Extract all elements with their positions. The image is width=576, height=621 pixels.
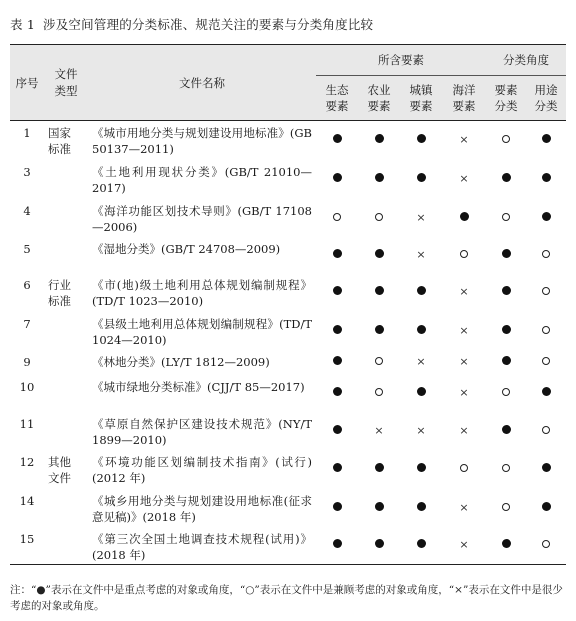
dot-icon: [375, 539, 384, 548]
row-serial: 4: [23, 203, 31, 218]
row-doc-type-text: 其他文件: [48, 454, 71, 485]
mark-ocean: [442, 527, 486, 565]
dot-icon: [333, 173, 342, 182]
dot-icon: [375, 502, 384, 511]
row-doc-name: 《海洋功能区划技术导则》(GB/T 17108—2006): [92, 203, 312, 234]
mark-agri: [358, 273, 400, 312]
cross-icon: ×: [459, 500, 469, 514]
table-row: [10, 489, 566, 527]
circle-icon: [375, 388, 383, 396]
mark-urban: [400, 450, 442, 489]
dot-icon: [542, 387, 551, 396]
cross-icon: ×: [459, 133, 469, 147]
mark-eco: [316, 160, 358, 199]
dot-icon: [417, 173, 426, 182]
table-title: 涉及空间管理的分类标准、规范关注的要素与分类角度比较: [43, 17, 374, 32]
mark-by-use: [526, 350, 566, 375]
comparison-table: [10, 44, 566, 565]
table-row: [10, 121, 566, 160]
table-body: [10, 121, 566, 565]
header-serial: 序号: [10, 45, 44, 121]
dot-icon: [502, 539, 511, 548]
mark-by-element: [486, 527, 526, 565]
row-serial: 10: [19, 379, 35, 394]
cross-icon: ×: [459, 386, 469, 399]
mark-ocean: [442, 121, 486, 160]
mark-ocean: [442, 273, 486, 312]
row-doc-name: 《市(地)级土地利用总体规划编制规程》(TD/T 1023—2010): [92, 277, 312, 308]
mark-urban: [400, 273, 442, 312]
header-ocean: [442, 76, 486, 121]
mark-by-element: [486, 312, 526, 350]
cross-icon: ×: [416, 355, 426, 368]
row-serial: 14: [19, 493, 35, 508]
row-doc-type: [44, 121, 88, 160]
row-serial: 12: [19, 454, 35, 469]
mark-agri: [358, 527, 400, 565]
table-row: [10, 527, 566, 565]
cross-icon: ×: [459, 355, 469, 368]
mark-by-element: [486, 237, 526, 273]
dot-icon: [333, 463, 342, 472]
mark-eco: [316, 121, 358, 160]
row-doc-name: 《城乡用地分类与规划建设用地标准(征求意见稿)》(2018 年): [92, 493, 312, 524]
mark-by-element: [486, 273, 526, 312]
dot-icon: [375, 173, 384, 182]
dot-icon: [417, 539, 426, 548]
dot-icon: [542, 212, 551, 221]
mark-by-use: [526, 160, 566, 199]
dot-icon: [375, 134, 384, 143]
row-serial: 9: [23, 354, 31, 369]
circle-icon: [542, 250, 550, 258]
mark-eco: [316, 273, 358, 312]
dot-icon: [542, 173, 551, 182]
header-row-1: [10, 45, 566, 76]
table-row: [10, 350, 566, 375]
dot-icon: [417, 134, 426, 143]
dot-icon: [375, 249, 384, 258]
row-doc-type: [44, 527, 88, 565]
circle-icon: [542, 326, 550, 334]
mark-by-element: [486, 121, 526, 160]
mark-ocean: [442, 375, 486, 412]
row-serial: 7: [23, 316, 31, 331]
cross-icon: ×: [459, 285, 469, 298]
mark-agri: [358, 350, 400, 375]
header-elements-group: 所含要素: [316, 45, 486, 76]
table-row: [10, 273, 566, 312]
header-doc-type-text: 文件类型: [54, 66, 78, 98]
row-doc-name: 《湿地分类》(GB/T 24708—2009): [92, 241, 281, 256]
mark-agri: [358, 312, 400, 350]
mark-urban: [400, 312, 442, 350]
mark-ocean: [442, 199, 486, 237]
row-doc-type: [44, 350, 88, 375]
mark-by-element: [486, 199, 526, 237]
mark-urban: [400, 412, 442, 450]
row-doc-type: [44, 489, 88, 527]
mark-by-use: [526, 450, 566, 489]
mark-urban: [400, 350, 442, 375]
mark-agri: [358, 412, 400, 450]
dot-icon: [417, 286, 426, 295]
header-agri: [358, 76, 400, 121]
mark-urban: [400, 237, 442, 273]
mark-by-element: [486, 450, 526, 489]
row-doc-type: [44, 450, 88, 489]
dot-icon: [333, 286, 342, 295]
mark-urban: [400, 527, 442, 565]
mark-by-element: [486, 375, 526, 412]
row-doc-name: 《环境功能区划编制技术指南》(试行)(2012 年): [92, 454, 312, 485]
dot-icon: [502, 356, 511, 365]
row-doc-type: [44, 412, 88, 450]
header-by-element: [486, 76, 526, 121]
header-urban: [400, 76, 442, 121]
header-by-use: [526, 76, 566, 121]
circle-icon: [502, 388, 510, 396]
mark-by-use: [526, 121, 566, 160]
dot-icon: [333, 502, 342, 511]
row-doc-type: [44, 199, 88, 237]
dot-icon: [502, 173, 511, 182]
row-doc-name: 《第三次全国土地调查技术规程(试用)》(2018 年): [88, 527, 316, 565]
table-row: [10, 412, 566, 450]
cross-icon: ×: [374, 423, 384, 437]
dot-icon: [460, 212, 469, 221]
mark-agri: [358, 121, 400, 160]
table-caption: [10, 15, 373, 33]
row-doc-name: 《草原自然保护区建设技术规范》(NY/T 1899—2010): [92, 416, 312, 447]
header-agri-text: 农业要素: [367, 83, 391, 113]
mark-ocean: [442, 160, 486, 199]
row-doc-name: 《城市用地分类与规划建设用地标准》(GB 50137—2011): [92, 126, 312, 156]
mark-agri: [358, 237, 400, 273]
mark-by-use: [526, 237, 566, 273]
row-serial: 5: [23, 241, 31, 256]
dot-icon: [542, 134, 551, 143]
cross-icon: ×: [459, 323, 469, 337]
circle-icon: [502, 213, 510, 221]
row-serial: 6: [23, 277, 31, 292]
circle-icon: [460, 250, 468, 258]
circle-icon: [502, 464, 510, 472]
mark-by-use: [526, 273, 566, 312]
header-ocean-text: 海洋要素: [452, 83, 476, 113]
circle-icon: [333, 213, 341, 221]
dot-icon: [333, 387, 342, 396]
mark-ocean: [442, 412, 486, 450]
table-number: 表 1: [10, 17, 36, 32]
header-eco: [316, 76, 358, 121]
mark-urban: [400, 121, 442, 160]
header-eco-text: 生态要素: [325, 83, 349, 113]
mark-eco: [316, 312, 358, 350]
dot-icon: [542, 463, 551, 472]
dot-icon: [375, 463, 384, 472]
dot-icon: [417, 325, 426, 334]
row-doc-type: [44, 160, 88, 199]
header-doc-type: [44, 45, 88, 121]
mark-urban: [400, 375, 442, 412]
circle-icon: [502, 503, 510, 511]
dot-icon: [417, 463, 426, 472]
row-serial: 1: [23, 126, 31, 140]
row-doc-type: [44, 375, 88, 412]
mark-eco: [316, 350, 358, 375]
table-row: [10, 160, 566, 199]
row-doc-name: 《林地分类》(LY/T 1812—2009): [92, 354, 270, 369]
row-doc-type: [44, 237, 88, 273]
row-doc-name: 《城市绿地分类标准》(CJJ/T 85—2017): [92, 379, 305, 394]
dot-icon: [375, 325, 384, 334]
table-row: [10, 199, 566, 237]
table-row: [10, 237, 566, 273]
mark-urban: [400, 489, 442, 527]
row-doc-type-text: 行业标准: [48, 277, 71, 308]
dot-icon: [502, 286, 511, 295]
circle-icon: [460, 464, 468, 472]
mark-agri: [358, 160, 400, 199]
row-doc-type-text: 国家标准: [48, 126, 71, 156]
row-doc-name: 《县级土地利用总体规划编制规程》(TD/T 1024—2010): [92, 316, 312, 347]
circle-icon: [542, 287, 550, 295]
mark-eco: [316, 527, 358, 565]
dot-icon: [417, 502, 426, 511]
row-doc-name: 《土地利用现状分类》(GB/T 21010—2017): [92, 164, 312, 195]
mark-ocean: [442, 350, 486, 375]
cross-icon: ×: [416, 210, 426, 224]
dot-icon: [542, 502, 551, 511]
mark-by-use: [526, 312, 566, 350]
mark-by-element: [486, 412, 526, 450]
mark-eco: [316, 237, 358, 273]
row-serial: 11: [19, 416, 35, 431]
dot-icon: [502, 249, 511, 258]
mark-ocean: [442, 450, 486, 489]
dot-icon: [333, 425, 342, 434]
dot-icon: [375, 286, 384, 295]
cross-icon: ×: [416, 423, 426, 437]
table-row: [10, 375, 566, 412]
circle-icon: [542, 540, 550, 548]
row-serial: 3: [23, 164, 31, 179]
row-doc-type: [44, 273, 88, 312]
cross-icon: ×: [459, 538, 469, 552]
header-doc-name: 文件名称: [88, 45, 316, 121]
row-serial: 15: [10, 527, 44, 565]
dot-icon: [333, 356, 342, 365]
mark-agri: [358, 489, 400, 527]
dot-icon: [333, 539, 342, 548]
dot-icon: [417, 387, 426, 396]
header-by-use-text: 用途分类: [534, 83, 558, 113]
mark-eco: [316, 412, 358, 450]
mark-eco: [316, 489, 358, 527]
cross-icon: ×: [459, 423, 469, 437]
table-row: [10, 312, 566, 350]
mark-by-use: [526, 412, 566, 450]
mark-urban: [400, 199, 442, 237]
circle-icon: [375, 357, 383, 365]
row-doc-type: [44, 312, 88, 350]
cross-icon: ×: [416, 247, 426, 261]
dot-icon: [502, 425, 511, 434]
dot-icon: [333, 134, 342, 143]
mark-by-element: [486, 489, 526, 527]
mark-eco: [316, 199, 358, 237]
mark-agri: [358, 450, 400, 489]
mark-by-element: [486, 350, 526, 375]
dot-icon: [333, 325, 342, 334]
mark-by-use: [526, 199, 566, 237]
table-row: [10, 450, 566, 489]
mark-by-use: [526, 489, 566, 527]
circle-icon: [502, 135, 510, 143]
circle-icon: [542, 357, 550, 365]
circle-icon: [542, 426, 550, 434]
mark-ocean: [442, 489, 486, 527]
mark-by-use: [526, 527, 566, 565]
mark-by-element: [486, 160, 526, 199]
mark-ocean: [442, 237, 486, 273]
mark-agri: [358, 375, 400, 412]
mark-agri: [358, 199, 400, 237]
mark-urban: [400, 160, 442, 199]
header-urban-text: 城镇要素: [409, 83, 433, 113]
circle-icon: [375, 213, 383, 221]
mark-eco: [316, 375, 358, 412]
mark-ocean: [442, 312, 486, 350]
header-angle-group: 分类角度: [486, 45, 566, 76]
cross-icon: ×: [459, 172, 469, 185]
mark-eco: [316, 450, 358, 489]
dot-icon: [502, 325, 511, 334]
mark-by-use: [526, 375, 566, 412]
header-by-element-text: 要素分类: [494, 83, 518, 113]
dot-icon: [333, 249, 342, 258]
table-note: 注：“●”表示在文件中是重点考虑的对象或角度，“○”表示在文件中是兼顾考虑的对象或角度，“×”表示在文件中是很少考虑的对象或角度。: [10, 584, 563, 612]
